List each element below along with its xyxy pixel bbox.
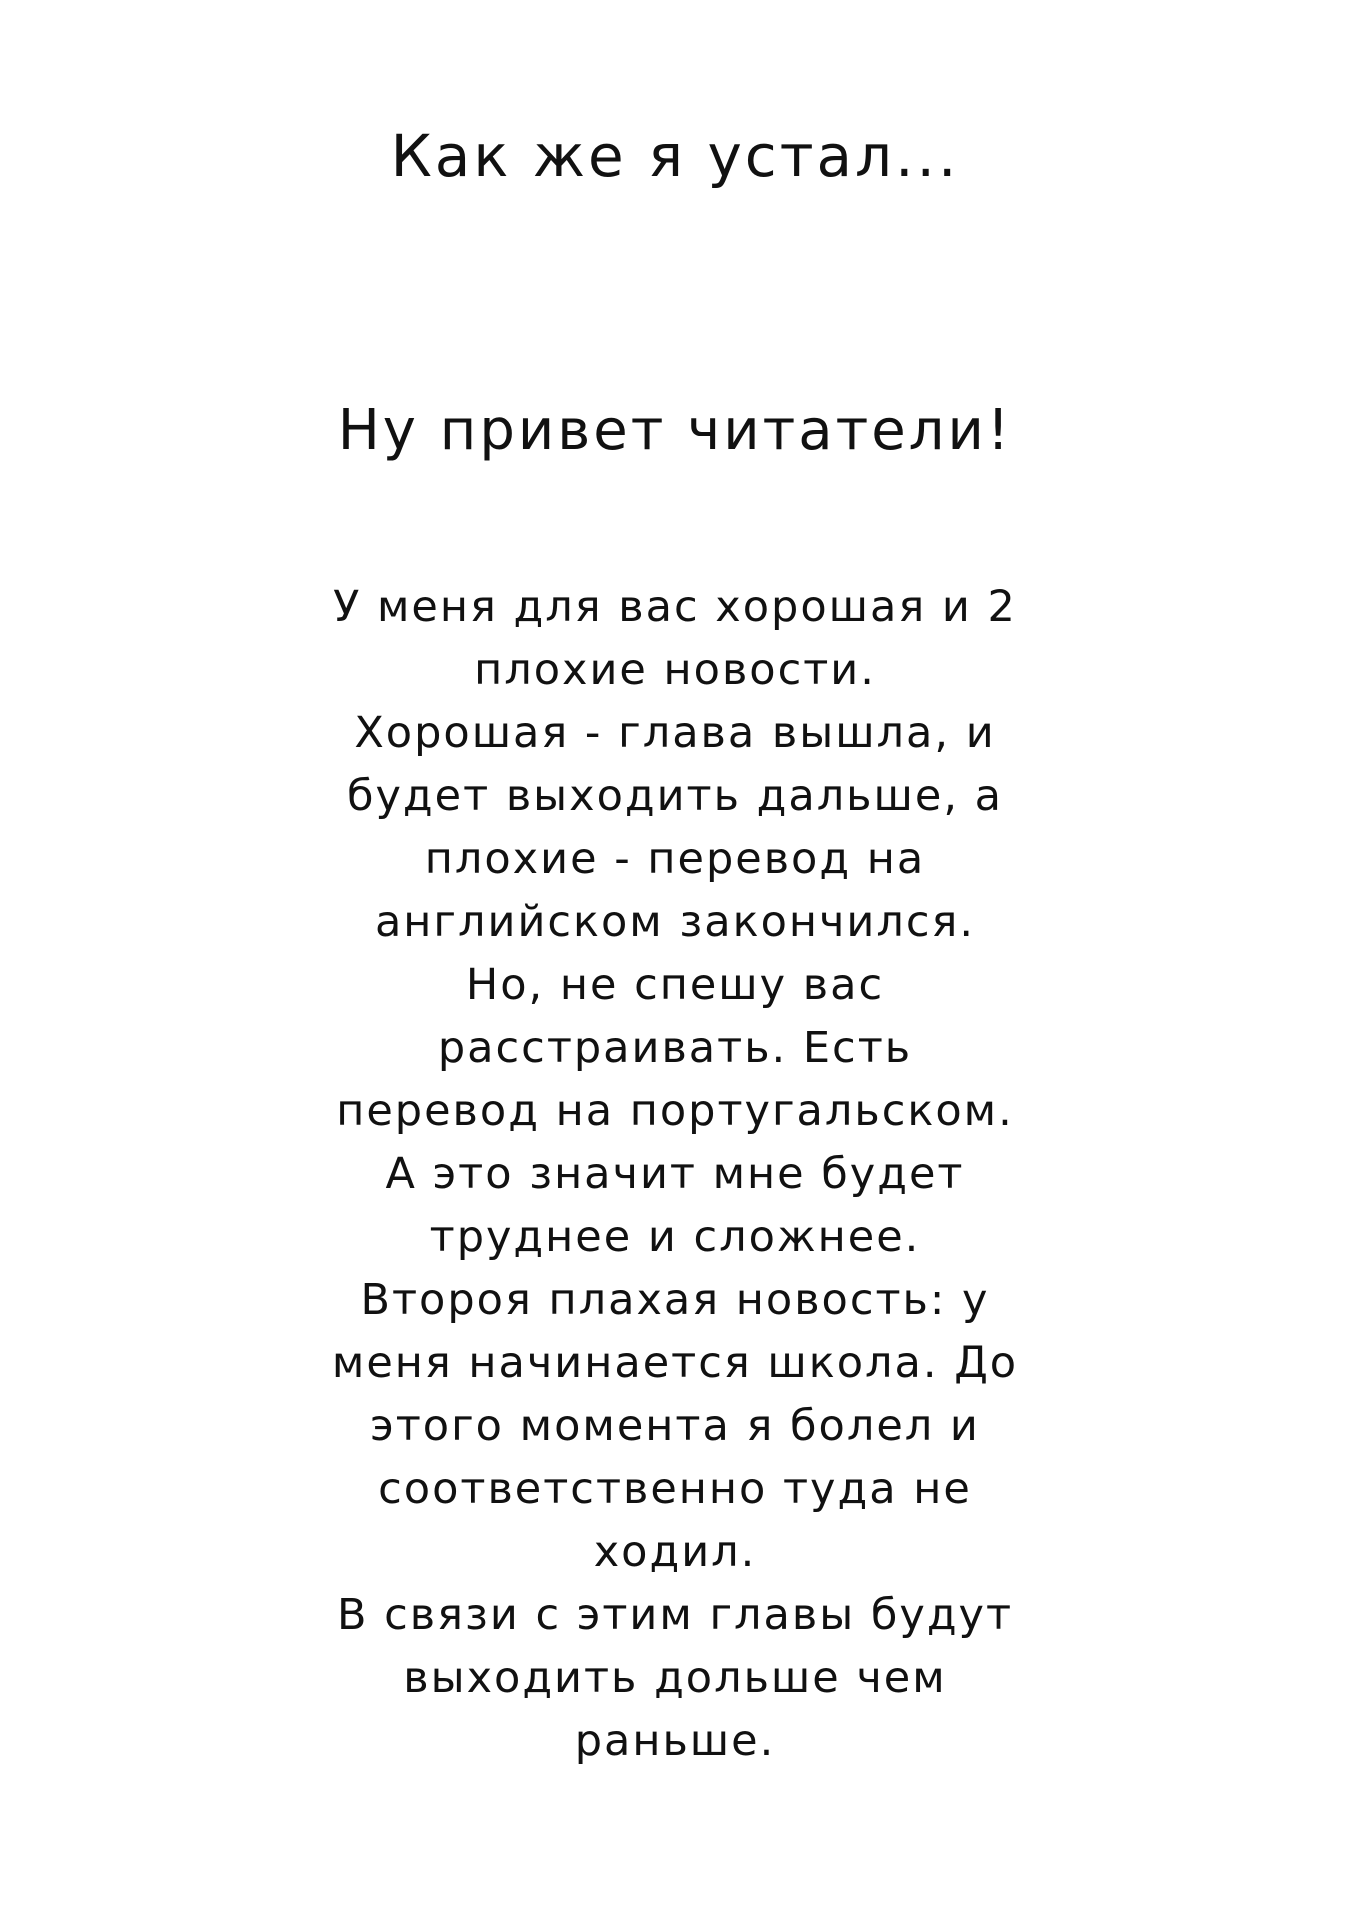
- message-line: меня начинается школа. До: [331, 1338, 1019, 1388]
- message-line: В связи с этим главы будут: [336, 1590, 1014, 1640]
- message-body: [150, 576, 1200, 1773]
- message-line: расстраивать. Есть: [437, 1023, 913, 1073]
- message-line: ходил.: [593, 1527, 757, 1577]
- message-line: труднее и сложнее.: [429, 1212, 921, 1262]
- message-line: У меня для вас хорошая и 2: [333, 582, 1017, 632]
- message-line: Хорошая - глава вышла, и: [354, 708, 996, 758]
- message-line: Второя плахая новость: у: [360, 1275, 990, 1325]
- message-line: А это значит мне будет: [385, 1149, 965, 1199]
- message-line: плохие - перевод на: [424, 834, 926, 884]
- greeting-heading: Ну привет читатели!: [337, 398, 1013, 463]
- message-line: будет выходить дальше, а: [346, 771, 1004, 821]
- message-line: этого момента я болел и: [370, 1401, 980, 1451]
- message-line: английском закончился.: [374, 897, 976, 947]
- message-line: выходить дольше чем: [403, 1653, 947, 1703]
- page-title: Как же я устал...: [390, 122, 960, 190]
- message-line: соответственно туда не: [378, 1464, 972, 1514]
- message-line: перевод на португальском.: [336, 1086, 1014, 1136]
- message-line: Но, не спешу вас: [465, 960, 885, 1010]
- message-line: раньше.: [574, 1716, 776, 1766]
- message-line: плохие новости.: [474, 645, 876, 695]
